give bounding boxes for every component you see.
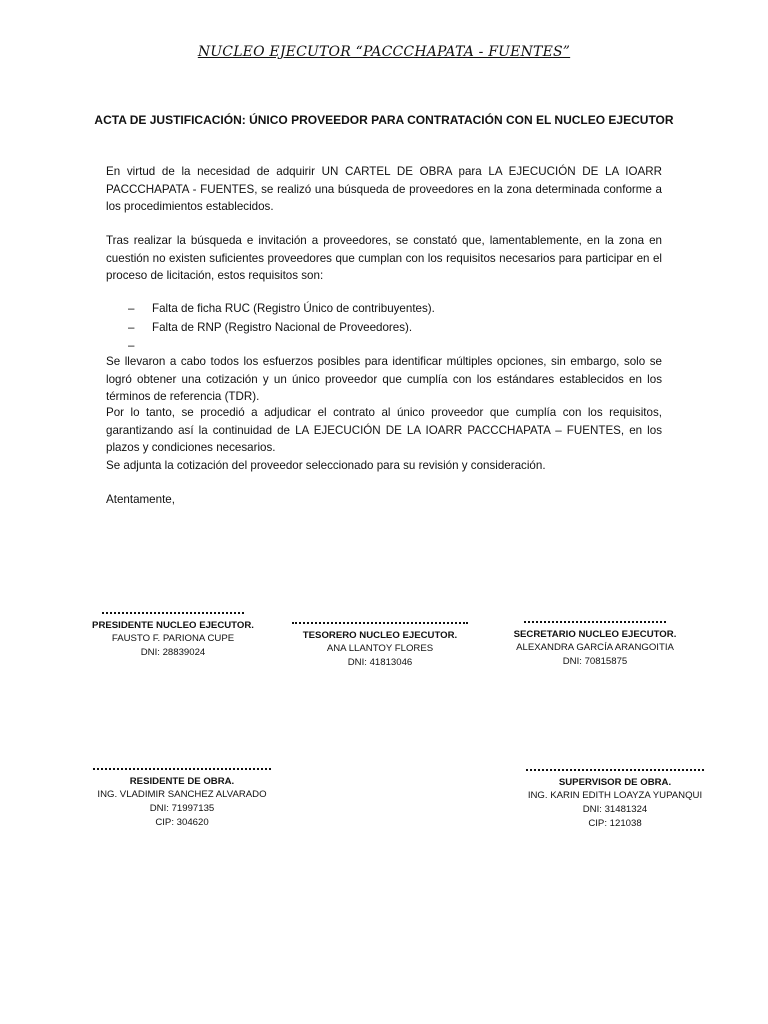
bullet-dash: – bbox=[128, 339, 135, 352]
signature-dni: DNI: 31481324 bbox=[582, 804, 648, 815]
signature-role: SUPERVISOR DE OBRA. bbox=[558, 777, 672, 788]
signature-dni: DNI: 28839024 bbox=[140, 647, 206, 658]
signature-name: FAUSTO F. PARIONA CUPE bbox=[111, 633, 235, 644]
signature-role: TESORERO NUCLEO EJECUTOR. bbox=[302, 630, 458, 641]
signature-line bbox=[93, 768, 271, 770]
signature-line bbox=[526, 769, 704, 771]
signature-block-resident bbox=[82, 768, 282, 830]
signature-line bbox=[524, 621, 666, 623]
requirements-list bbox=[128, 300, 435, 356]
signature-line bbox=[292, 622, 468, 624]
list-item-text: Falta de RNP (Registro Nacional de Proveedores). bbox=[152, 320, 413, 334]
signature-name: ALEXANDRA GARCÍA ARANGOITIA bbox=[516, 642, 674, 653]
closing-salutation: Atentamente, bbox=[106, 493, 175, 506]
bullet-dash: – bbox=[128, 302, 135, 315]
paragraph-attachment: Se adjunta la cotización del proveedor seleccionado para su revisión y consideración. bbox=[106, 459, 546, 472]
document-title: ACTA DE JUSTIFICACIÓN: ÚNICO PROVEEDOR PARA CONTRATACIÓN CON EL NUCLEO EJECUTOR bbox=[94, 113, 674, 127]
paragraph-award: Por lo tanto, se procedió a adjudicar el contrato al único proveedor que cumplía con los requisitos, garantizando así la continuidad de LA EJECUCIÓN DE LA IOARR PACCCHAPATA – FUENTES, en los plazos y condiciones necesarios. bbox=[106, 406, 662, 454]
signature-name: ING. VLADIMIR SANCHEZ ALVARADO bbox=[97, 789, 267, 800]
paragraph-need: En virtud de la necesidad de adquirir UN CARTEL DE OBRA para LA EJECUCIÓN DE LA IOARR PACCCHAPATA - FUENTES, se realizó una búsqueda de proveedores en la zona determinada conforme a los procedimientos establecidos. bbox=[106, 165, 662, 213]
bullet-dash: – bbox=[128, 320, 135, 334]
list-item-text: Falta de ficha RUC (Registro Único de contribuyentes). bbox=[152, 302, 435, 315]
signature-block-treasurer bbox=[290, 622, 470, 670]
list-item bbox=[128, 319, 435, 338]
signature-block-supervisor bbox=[515, 769, 715, 831]
organization-header: NUCLEO EJECUTOR “PACCCHAPATA - FUENTES” bbox=[197, 44, 571, 60]
signature-dni: DNI: 41813046 bbox=[347, 657, 413, 668]
signature-dni: DNI: 70815875 bbox=[562, 656, 628, 667]
signature-role: RESIDENTE DE OBRA. bbox=[129, 776, 235, 787]
signature-line bbox=[102, 612, 244, 614]
list-item bbox=[128, 300, 435, 319]
signature-cip: CIP: 121038 bbox=[588, 818, 642, 829]
signature-dni: DNI: 71997135 bbox=[149, 803, 215, 814]
signature-role: SECRETARIO NUCLEO EJECUTOR. bbox=[513, 629, 677, 640]
signature-cip: CIP: 304620 bbox=[155, 817, 209, 828]
signature-name: ANA LLANTOY FLORES bbox=[326, 643, 434, 654]
signature-name: ING. KARIN EDITH LOAYZA YUPANQUI bbox=[527, 790, 703, 801]
signature-block-secretary bbox=[505, 621, 685, 669]
paragraph-efforts: Se llevaron a cabo todos los esfuerzos posibles para identificar múltiples opciones, sin embargo, solo se logró obtener una cotización y un único proveedor que cumplía con los estándares establecidos en los términos de referencia (TDR). bbox=[106, 355, 662, 403]
paragraph-search: Tras realizar la búsqueda e invitación a proveedores, se constató que, lamentablemente, en la zona en cuestión no existen suficientes proveedores que cumplan con los requisitos necesarios para participar en el proceso de licitación, estos requisitos son: bbox=[106, 234, 662, 282]
signature-block-president bbox=[83, 612, 263, 660]
signature-role: PRESIDENTE NUCLEO EJECUTOR. bbox=[92, 620, 254, 631]
